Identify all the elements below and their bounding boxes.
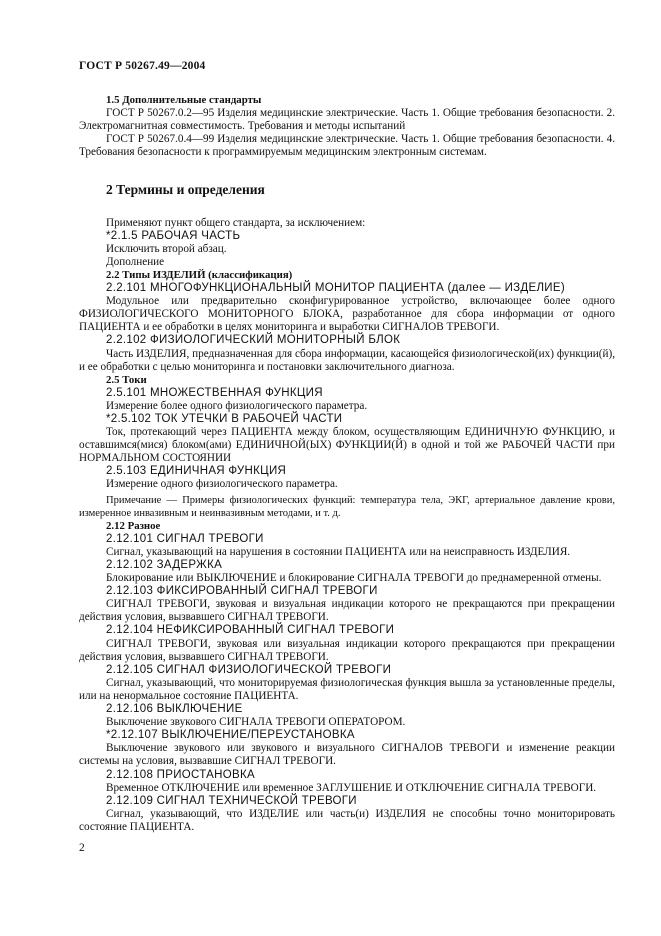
block-19: Измерение одного физиологического параметра. [106, 478, 338, 491]
block-27: 2.12.103 ФИКСИРОВАННЫЙ СИГНАЛ ТРЕВОГИ [106, 585, 378, 598]
document-header: ГОСТ Р 50267.49—2004 [79, 60, 206, 72]
block-15: Измерение более одного физиологического параметра. [106, 399, 368, 412]
block-38: Временное ОТКЛЮЧЕНИЕ или временное ЗАГЛУШЕНИЕ И ОТКЛЮЧЕНИЕ СИГНАЛА ТРЕВОГИ. [106, 781, 597, 794]
block-30: СИГНАЛ ТРЕВОГИ, звуковая или визуальная индикации которого прекращаются при прекращении действия условия, вызвавшего СИГНАЛ ТРЕВОГИ. [79, 637, 615, 663]
block-11: 2.2.102 ФИЗИОЛОГИЧЕСКИЙ МОНИТОРНЫЙ БЛОК [106, 334, 401, 347]
block-0: 1.5 Дополнительные стандарты [106, 94, 262, 106]
block-24: Сигнал, указывающий на нарушения в состоянии ПАЦИЕНТА или на неисправность ИЗДЕЛИЯ. [106, 545, 571, 558]
block-29: 2.12.104 НЕФИКСИРОВАННЫЙ СИГНАЛ ТРЕВОГИ [106, 624, 395, 637]
block-16: *2.5.102 ТОК УТЕЧКИ В РАБОЧЕЙ ЧАСТИ [106, 412, 343, 425]
block-23: 2.12.101 СИГНАЛ ТРЕВОГИ [106, 532, 264, 545]
block-25: 2.12.102 ЗАДЕРЖКА [106, 559, 223, 571]
block-3: 2 Термины и определения [106, 182, 265, 198]
block-36: Выключение звукового или звукового и визуального СИГНАЛОВ ТРЕВОГИ и изменение реакции системы на условия, вызвавшие СИГНАЛ ТРЕВОГИ. [79, 742, 615, 768]
block-34: Выключение звукового СИГНАЛА ТРЕВОГИ ОПЕРАТОРОМ. [106, 716, 406, 729]
block-39: 2.12.109 СИГНАЛ ТЕХНИЧЕСКОЙ ТРЕВОГИ [106, 794, 357, 807]
block-33: 2.12.106 ВЫКЛЮЧЕНИЕ [106, 703, 243, 716]
block-4: Применяют пункт общего стандарта, за исключением: [106, 216, 366, 229]
document-body [79, 94, 615, 834]
block-35: *2.12.107 ВЫКЛЮЧЕНИЕ/ПЕРЕУСТАНОВКА [106, 729, 355, 742]
block-28: СИГНАЛ ТРЕВОГИ, звуковая и визуальная индикации которого не прекращаются при прекращении действия условия, вызвавшего СИГНАЛ ТРЕВОГИ. [79, 598, 615, 624]
block-32: Сигнал, указывающий, что мониторируемая физиологическая функция вышла за установленные пределы, или на ненормальное состояние ПАЦИЕНТА. [79, 676, 615, 702]
block-18: 2.5.103 ЕДИНИЧНАЯ ФУНКЦИЯ [106, 465, 287, 478]
block-21: Примечание — Примеры физиологических функций: температура тела, ЭКГ, артериальное давление крови, измеренное инвазивным и неинвазивным методами, и т. д. [79, 494, 615, 519]
block-26: Блокирование или ВЫКЛЮЧЕНИЕ и блокирование СИГНАЛА ТРЕВОГИ до преднамеренной отмены. [106, 572, 602, 585]
block-7: Дополнение [106, 255, 165, 268]
block-31: 2.12.105 СИГНАЛ ФИЗИОЛОГИЧЕСКОЙ ТРЕВОГИ [106, 663, 392, 676]
block-10: Модульное или предварительно сконфигурированное устройство, включающее более одного ФИЗИОЛОГИЧЕСКОГО МОНИТОРНОГО БЛОКА, разработанное для сбора информации от одного ПАЦИЕНТА и ее обработки в целях мониторинга и выработки СИГНАЛОВ ТРЕВОГИ. [79, 295, 615, 334]
block-8: 2.2 Типы ИЗДЕЛИЙ (классификация) [106, 268, 293, 281]
block-37: 2.12.108 ПРИОСТАНОВКА [106, 768, 255, 781]
block-13: 2.5 Токи [106, 373, 147, 386]
block-12: Часть ИЗДЕЛИЯ, предназначенная для сбора информации, касающейся физиологической(их) функции(й), и ее обработки с целью мониторинга и постановки заключительного диагноза. [79, 347, 615, 373]
block-5: *2.1.5 РАБОЧАЯ ЧАСТЬ [106, 229, 241, 242]
block-6: Исключить второй абзац. [106, 242, 227, 255]
block-40: Сигнал, указывающий, что ИЗДЕЛИЕ или часть(и) ИЗДЕЛИЯ не способны точно мониторировать состояние ПАЦИЕНТА. [79, 807, 615, 833]
block-22: 2.12 Разное [106, 519, 161, 532]
block-1: ГОСТ Р 50267.0.2—95 Изделия медицинские электрические. Часть 1. Общие требования безопасности. 2. Электромагнитная совместимость. Требования и методы испытаний [79, 107, 615, 133]
block-14: 2.5.101 МНОЖЕСТВЕННАЯ ФУНКЦИЯ [106, 386, 323, 399]
block-2: ГОСТ Р 50267.0.4—99 Изделия медицинские электрические. Часть 1. Общие требования безопасности. 4. Требования безопасности к программируемым медицинским электронным системам. [79, 133, 615, 159]
block-17: Ток, протекающий через ПАЦИЕНТА между блоком, осуществляющим ЕДИНИЧНУЮ ФУНКЦИЮ, и оставшимся(мися) блоком(ами) ЕДИНИЧНОЙ(ЫХ) ФУНКЦИИ(Й) в одной и той же РАБОЧЕЙ ЧАСТИ при НОРМАЛЬНОМ СОСТОЯНИИ [79, 426, 615, 465]
block-9: 2.2.101 МНОГОФУНКЦИОНАЛЬНЫЙ МОНИТОР ПАЦИЕНТА (далее — ИЗДЕЛИЕ) [106, 282, 565, 295]
page-number: 2 [79, 842, 85, 854]
